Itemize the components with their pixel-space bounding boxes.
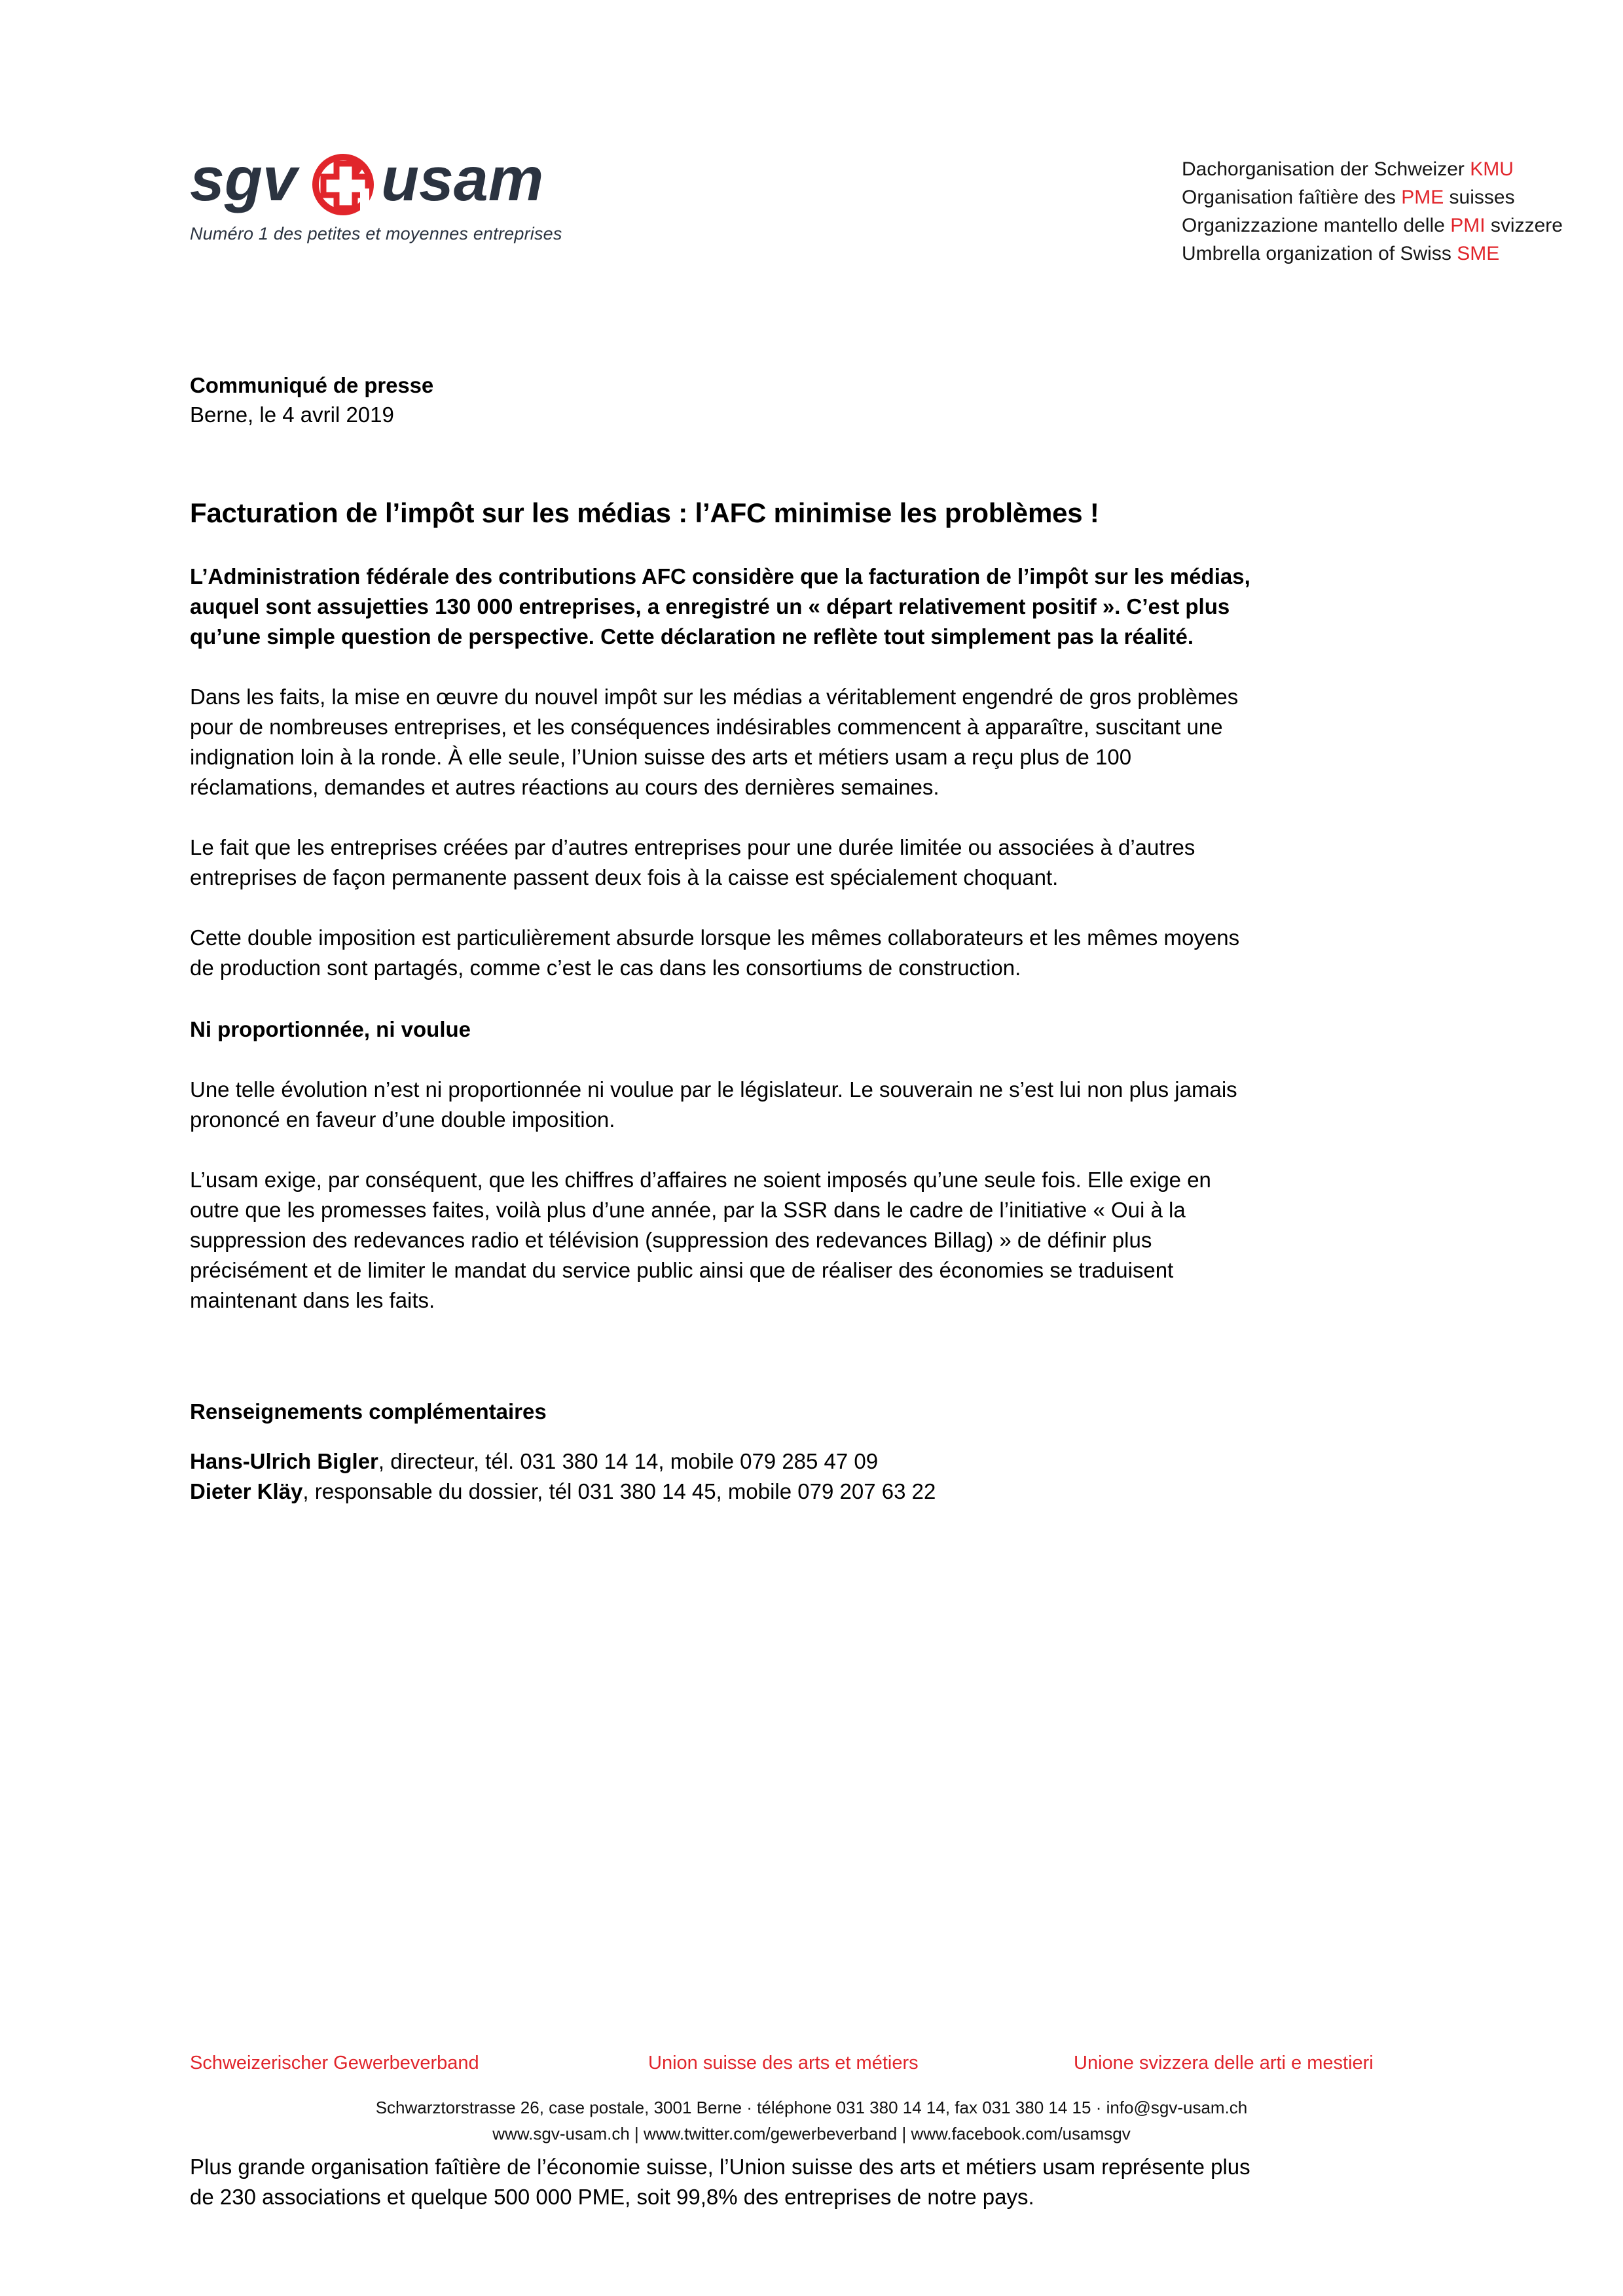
header-lang-fr-acronym: PME xyxy=(1401,187,1444,208)
contact-person-1 xyxy=(190,1446,1250,1477)
svg-text:sgv: sgv xyxy=(190,145,297,214)
logo-tagline: Numéro 1 des petites et moyennes entreprises xyxy=(190,224,562,243)
body-paragraph-3: Cette double imposition est particulièrement absurde lorsque les mêmes collaborateurs et les mêmes moyens de production sont partagés, comme c’est le cas dans les consortiums de construction. xyxy=(190,925,1240,980)
body-paragraph-4: Une telle évolution n’est ni proportionnée ni voulue par le législateur. Le souverain ne s’est lui non plus jamais prononcé en faveur d’une double imposition. xyxy=(190,1077,1237,1132)
header-lang-en-acronym: SME xyxy=(1457,243,1500,264)
header-lang-it-before: Organizzazione mantello delle xyxy=(1182,215,1451,236)
header-lang-en xyxy=(1182,240,1563,268)
body-paragraph-2: Le fait que les entreprises créées par d’autres entreprises pour une durée limitée ou associées à d’autres entreprises de façon permanente passent deux fois à la caisse est spécialement choquant. xyxy=(190,835,1195,889)
header-lang-it-acronym: PMI xyxy=(1450,215,1486,236)
document-footer xyxy=(0,2053,1623,2147)
footer-address-block xyxy=(0,2094,1623,2147)
contact-person-2-name: Dieter Kläy xyxy=(190,1479,303,1503)
body-paragraph-1: Dans les faits, la mise en œuvre du nouvel impôt sur les médias a véritablement engendré de gros problèmes pour de nombreuses entreprises, et les conséquences indésirables commencent à apparaître, suscitant une indignation loin à la ronde. À elle seule, l’Union suisse des arts et métiers usam a reçu plus de 100 réclamations, demandes et autres réactions au cours des dernières semaines. xyxy=(190,685,1239,799)
document-type-label: Communiqué de presse xyxy=(190,373,434,397)
boilerplate-paragraph: Plus grande organisation faîtière de l’économie suisse, l’Union suisse des arts et métiers usam représente plus de 230 associations et quelque 500 000 PME, soit 99,8% des entreprises de notre pays. xyxy=(190,2155,1250,2209)
header-lang-fr-after: suisses xyxy=(1444,187,1515,208)
header-lang-de-acronym: KMU xyxy=(1470,158,1514,180)
sgv-usam-logo xyxy=(190,145,609,244)
section-subheading: Ni proportionnée, ni voulue xyxy=(190,1017,471,1041)
footer-address-line: Schwarztorstrasse 26, case postale, 3001 Berne · téléphone 031 380 14 14, fax 031 380 14 15 · info@sgv-usam.ch xyxy=(375,2098,1248,2117)
header-lang-de-before: Dachorganisation der Schweizer xyxy=(1182,158,1470,180)
svg-text:usam: usam xyxy=(381,145,544,214)
header-lang-fr-before: Organisation faîtière des xyxy=(1182,187,1402,208)
footer-web-line: www.sgv-usam.ch | www.twitter.com/gewerbeverband | www.facebook.com/usamsgv xyxy=(492,2124,1131,2144)
header-lang-fr xyxy=(1182,183,1563,211)
header-lang-it-after: svizzere xyxy=(1485,215,1563,236)
header-lang-de xyxy=(1182,155,1563,183)
body-paragraph-5: L’usam exige, par conséquent, que les chiffres d’affaires ne soient imposés qu’une seule fois. Elle exige en outre que les promesses faites, voilà plus d’une année, par la SSR dans le cadre de l’initiative « Oui à la suppression des redevances radio et télévision (suppression des redevances Billag) » de définir plus précisément et de limiter le mandat du service public ainsi que de réaliser des économies se traduisent maintenant dans les faits. xyxy=(190,1168,1211,1312)
contact-person-1-name: Hans-Ulrich Bigler xyxy=(190,1449,378,1473)
header-lang-en-before: Umbrella organization of Swiss xyxy=(1182,243,1457,264)
footer-org-de: Schweizerischer Gewerbeverband xyxy=(190,2053,479,2073)
header-language-lines xyxy=(1182,155,1563,268)
document-header xyxy=(190,145,1563,276)
header-lang-it xyxy=(1182,211,1563,240)
contact-person-2 xyxy=(190,1477,1250,1507)
contact-person-2-details: , responsable du dossier, tél 031 380 14 45, mobile 079 207 63 22 xyxy=(302,1479,936,1503)
footer-org-names xyxy=(0,2053,1623,2084)
contact-heading: Renseignements complémentaires xyxy=(190,1399,547,1424)
contact-person-1-details: , directeur, tél. 031 380 14 14, mobile 079 285 47 09 xyxy=(378,1449,879,1473)
page-title: Facturation de l’impôt sur les médias : l’AFC minimise les problèmes ! xyxy=(190,497,1099,528)
place-and-date: Berne, le 4 avril 2019 xyxy=(190,403,394,427)
footer-org-fr: Union suisse des arts et métiers xyxy=(648,2053,919,2073)
lead-paragraph: L’Administration fédérale des contributions AFC considère que la facturation de l’impôt sur les médias, auquel sont assujetties 130 000 entreprises, a enregistré un « départ relativement positif ». C’est plus qu’une simple question de perspective. Cette déclaration ne reflète tout simplement pas la réalité. xyxy=(190,564,1250,649)
footer-org-it: Unione svizzera delle arti e mestieri xyxy=(1074,2053,1374,2073)
contact-section xyxy=(190,1397,1250,1507)
logo-wordmark xyxy=(190,145,609,219)
logo-svg xyxy=(190,145,596,219)
